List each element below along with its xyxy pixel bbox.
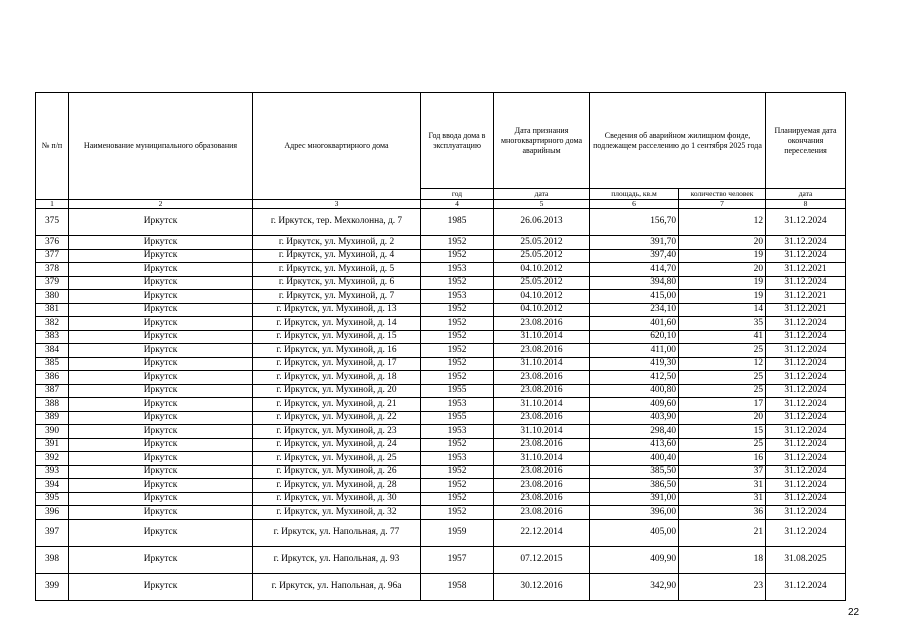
area-cell: 234,10 — [590, 303, 679, 317]
area-cell: 397,40 — [590, 249, 679, 263]
municipality-cell: Иркутск — [69, 573, 253, 600]
table-row — [36, 344, 846, 358]
table-row — [36, 479, 846, 493]
area-cell: 342,90 — [590, 573, 679, 600]
table-row — [36, 263, 846, 277]
year-cell: 1952 — [421, 479, 494, 493]
header-col-fund: Сведения об аварийном жилищном фонде, подлежащем расселению до 1 сентября 2025 года — [590, 93, 766, 189]
address-cell: г. Иркутск, ул. Мухиной, д. 24 — [253, 438, 421, 452]
column-number: 1 — [36, 200, 69, 209]
row-number: 385 — [36, 357, 69, 371]
people-count-cell: 31 — [679, 479, 766, 493]
people-count-cell: 20 — [679, 411, 766, 425]
municipality-cell: Иркутск — [69, 479, 253, 493]
end-date-cell: 31.12.2024 — [766, 249, 846, 263]
end-date-cell: 31.12.2024 — [766, 573, 846, 600]
address-cell: г. Иркутск, ул. Напольная, д. 77 — [253, 519, 421, 546]
people-count-cell: 20 — [679, 236, 766, 250]
end-date-cell: 31.12.2024 — [766, 479, 846, 493]
municipality-cell: Иркутск — [69, 249, 253, 263]
municipality-cell: Иркутск — [69, 506, 253, 520]
row-number: 388 — [36, 398, 69, 412]
year-cell: 1985 — [421, 209, 494, 236]
recognition-date-cell: 23.08.2016 — [494, 344, 590, 358]
recognition-date-cell: 07.12.2015 — [494, 546, 590, 573]
end-date-cell: 31.12.2024 — [766, 438, 846, 452]
header-col-number: № п/п — [36, 93, 69, 200]
area-cell: 411,00 — [590, 344, 679, 358]
address-cell: г. Иркутск, ул. Мухиной, д. 13 — [253, 303, 421, 317]
address-cell: г. Иркутск, ул. Мухиной, д. 26 — [253, 465, 421, 479]
area-cell: 413,60 — [590, 438, 679, 452]
end-date-cell: 31.12.2024 — [766, 371, 846, 385]
people-count-cell: 15 — [679, 425, 766, 439]
recognition-date-cell: 25.05.2012 — [494, 236, 590, 250]
recognition-date-cell: 04.10.2012 — [494, 290, 590, 304]
year-cell: 1952 — [421, 236, 494, 250]
header-col-year: Год ввода дома в эксплуатацию — [421, 93, 494, 189]
header-col-end: Планируемая дата окончания переселения — [766, 93, 846, 189]
table-row — [36, 573, 846, 600]
column-number: 3 — [253, 200, 421, 209]
end-date-cell: 31.12.2024 — [766, 357, 846, 371]
recognition-date-cell: 30.12.2016 — [494, 573, 590, 600]
address-cell: г. Иркутск, ул. Напольная, д. 93 — [253, 546, 421, 573]
year-cell: 1952 — [421, 371, 494, 385]
row-number: 386 — [36, 371, 69, 385]
area-cell: 298,40 — [590, 425, 679, 439]
year-cell: 1953 — [421, 290, 494, 304]
area-cell: 396,00 — [590, 506, 679, 520]
recognition-date-cell: 23.08.2016 — [494, 411, 590, 425]
row-number: 375 — [36, 209, 69, 236]
table-row — [36, 330, 846, 344]
subheader-people: количество человек — [679, 189, 766, 200]
table-row — [36, 452, 846, 466]
table-row — [36, 371, 846, 385]
row-number: 382 — [36, 317, 69, 331]
year-cell: 1952 — [421, 465, 494, 479]
row-number: 392 — [36, 452, 69, 466]
area-cell: 394,80 — [590, 276, 679, 290]
table-row — [36, 209, 846, 236]
people-count-cell: 16 — [679, 452, 766, 466]
address-cell: г. Иркутск, ул. Мухиной, д. 16 — [253, 344, 421, 358]
column-number-row — [36, 200, 846, 209]
column-number: 2 — [69, 200, 253, 209]
address-cell: г. Иркутск, ул. Мухиной, д. 5 — [253, 263, 421, 277]
column-number: 6 — [590, 200, 679, 209]
end-date-cell: 31.12.2024 — [766, 452, 846, 466]
address-cell: г. Иркутск, ул. Мухиной, д. 22 — [253, 411, 421, 425]
end-date-cell: 31.12.2024 — [766, 384, 846, 398]
people-count-cell: 12 — [679, 209, 766, 236]
municipality-cell: Иркутск — [69, 344, 253, 358]
area-cell: 386,50 — [590, 479, 679, 493]
year-cell: 1957 — [421, 546, 494, 573]
area-cell: 620,10 — [590, 330, 679, 344]
area-cell: 409,60 — [590, 398, 679, 412]
municipality-cell: Иркутск — [69, 465, 253, 479]
end-date-cell: 31.12.2024 — [766, 317, 846, 331]
end-date-cell: 31.12.2024 — [766, 519, 846, 546]
column-number: 8 — [766, 200, 846, 209]
year-cell: 1953 — [421, 398, 494, 412]
address-cell: г. Иркутск, тер. Мехколонна, д. 7 — [253, 209, 421, 236]
municipality-cell: Иркутск — [69, 411, 253, 425]
area-cell: 403,90 — [590, 411, 679, 425]
people-count-cell: 14 — [679, 303, 766, 317]
area-cell: 400,40 — [590, 452, 679, 466]
recognition-date-cell: 23.08.2016 — [494, 465, 590, 479]
subheader-end: дата — [766, 189, 846, 200]
table-row — [36, 465, 846, 479]
municipality-cell: Иркутск — [69, 290, 253, 304]
end-date-cell: 31.12.2021 — [766, 263, 846, 277]
people-count-cell: 35 — [679, 317, 766, 331]
table-row — [36, 317, 846, 331]
recognition-date-cell: 31.10.2014 — [494, 452, 590, 466]
end-date-cell: 31.08.2025 — [766, 546, 846, 573]
municipality-cell: Иркутск — [69, 452, 253, 466]
area-cell: 391,00 — [590, 492, 679, 506]
row-number: 384 — [36, 344, 69, 358]
municipality-cell: Иркутск — [69, 371, 253, 385]
municipality-cell: Иркутск — [69, 438, 253, 452]
people-count-cell: 31 — [679, 492, 766, 506]
area-cell: 415,00 — [590, 290, 679, 304]
row-number: 383 — [36, 330, 69, 344]
address-cell: г. Иркутск, ул. Мухиной, д. 2 — [253, 236, 421, 250]
table-row — [36, 398, 846, 412]
people-count-cell: 25 — [679, 438, 766, 452]
recognition-date-cell: 23.08.2016 — [494, 492, 590, 506]
area-cell: 400,80 — [590, 384, 679, 398]
municipality-cell: Иркутск — [69, 317, 253, 331]
people-count-cell: 12 — [679, 357, 766, 371]
header-col-date: Дата признания многоквартирного дома аварийным — [494, 93, 590, 189]
row-number: 391 — [36, 438, 69, 452]
subheader-area: площадь, кв.м — [590, 189, 679, 200]
header-row — [36, 93, 846, 189]
recognition-date-cell: 23.08.2016 — [494, 438, 590, 452]
row-number: 390 — [36, 425, 69, 439]
people-count-cell: 18 — [679, 546, 766, 573]
address-cell: г. Иркутск, ул. Напольная, д. 96а — [253, 573, 421, 600]
recognition-date-cell: 31.10.2014 — [494, 330, 590, 344]
area-cell: 409,90 — [590, 546, 679, 573]
people-count-cell: 25 — [679, 384, 766, 398]
row-number: 379 — [36, 276, 69, 290]
people-count-cell: 21 — [679, 519, 766, 546]
year-cell: 1952 — [421, 357, 494, 371]
row-number: 394 — [36, 479, 69, 493]
year-cell: 1952 — [421, 438, 494, 452]
recognition-date-cell: 31.10.2014 — [494, 425, 590, 439]
table-row — [36, 519, 846, 546]
municipality-cell: Иркутск — [69, 330, 253, 344]
municipality-cell: Иркутск — [69, 303, 253, 317]
municipality-cell: Иркутск — [69, 357, 253, 371]
year-cell: 1955 — [421, 411, 494, 425]
people-count-cell: 20 — [679, 263, 766, 277]
recognition-date-cell: 26.06.2013 — [494, 209, 590, 236]
address-cell: г. Иркутск, ул. Мухиной, д. 17 — [253, 357, 421, 371]
address-cell: г. Иркутск, ул. Мухиной, д. 25 — [253, 452, 421, 466]
year-cell: 1959 — [421, 519, 494, 546]
table-row — [36, 276, 846, 290]
row-number: 387 — [36, 384, 69, 398]
area-cell: 419,30 — [590, 357, 679, 371]
area-cell: 385,50 — [590, 465, 679, 479]
end-date-cell: 31.12.2024 — [766, 276, 846, 290]
year-cell: 1953 — [421, 452, 494, 466]
municipality-cell: Иркутск — [69, 492, 253, 506]
address-cell: г. Иркутск, ул. Мухиной, д. 15 — [253, 330, 421, 344]
end-date-cell: 31.12.2024 — [766, 492, 846, 506]
year-cell: 1958 — [421, 573, 494, 600]
people-count-cell: 19 — [679, 249, 766, 263]
end-date-cell: 31.12.2021 — [766, 290, 846, 304]
people-count-cell: 41 — [679, 330, 766, 344]
year-cell: 1952 — [421, 492, 494, 506]
recognition-date-cell: 23.08.2016 — [494, 371, 590, 385]
end-date-cell: 31.12.2024 — [766, 209, 846, 236]
subheader-date: дата — [494, 189, 590, 200]
recognition-date-cell: 31.10.2014 — [494, 398, 590, 412]
column-number: 7 — [679, 200, 766, 209]
table-row — [36, 546, 846, 573]
row-number: 396 — [36, 506, 69, 520]
year-cell: 1952 — [421, 330, 494, 344]
year-cell: 1952 — [421, 303, 494, 317]
row-number: 399 — [36, 573, 69, 600]
year-cell: 1952 — [421, 317, 494, 331]
end-date-cell: 31.12.2021 — [766, 303, 846, 317]
people-count-cell: 17 — [679, 398, 766, 412]
municipality-cell: Иркутск — [69, 546, 253, 573]
row-number: 398 — [36, 546, 69, 573]
table-row — [36, 303, 846, 317]
table-row — [36, 384, 846, 398]
table-row — [36, 236, 846, 250]
municipality-cell: Иркутск — [69, 398, 253, 412]
recognition-date-cell: 31.10.2014 — [494, 357, 590, 371]
address-cell: г. Иркутск, ул. Мухиной, д. 28 — [253, 479, 421, 493]
address-cell: г. Иркутск, ул. Мухиной, д. 20 — [253, 384, 421, 398]
table-row — [36, 290, 846, 304]
area-cell: 414,70 — [590, 263, 679, 277]
address-cell: г. Иркутск, ул. Мухиной, д. 6 — [253, 276, 421, 290]
year-cell: 1952 — [421, 506, 494, 520]
end-date-cell: 31.12.2024 — [766, 465, 846, 479]
row-number: 393 — [36, 465, 69, 479]
address-cell: г. Иркутск, ул. Мухиной, д. 21 — [253, 398, 421, 412]
recognition-date-cell: 22.12.2014 — [494, 519, 590, 546]
housing-table — [35, 92, 846, 601]
recognition-date-cell: 25.05.2012 — [494, 276, 590, 290]
header-col-address: Адрес многоквартирного дома — [253, 93, 421, 200]
address-cell: г. Иркутск, ул. Мухиной, д. 14 — [253, 317, 421, 331]
table-row — [36, 506, 846, 520]
year-cell: 1952 — [421, 249, 494, 263]
column-number: 5 — [494, 200, 590, 209]
municipality-cell: Иркутск — [69, 276, 253, 290]
people-count-cell: 36 — [679, 506, 766, 520]
municipality-cell: Иркутск — [69, 384, 253, 398]
municipality-cell: Иркутск — [69, 425, 253, 439]
row-number: 381 — [36, 303, 69, 317]
page-number: 22 — [848, 607, 860, 618]
table-row — [36, 492, 846, 506]
row-number: 378 — [36, 263, 69, 277]
table-row — [36, 425, 846, 439]
table-row — [36, 438, 846, 452]
end-date-cell: 31.12.2024 — [766, 506, 846, 520]
row-number: 377 — [36, 249, 69, 263]
table-row — [36, 411, 846, 425]
area-cell: 412,50 — [590, 371, 679, 385]
header-col-municipality: Наименование муниципального образования — [69, 93, 253, 200]
end-date-cell: 31.12.2024 — [766, 344, 846, 358]
end-date-cell: 31.12.2024 — [766, 236, 846, 250]
recognition-date-cell: 23.08.2016 — [494, 506, 590, 520]
recognition-date-cell: 23.08.2016 — [494, 317, 590, 331]
end-date-cell: 31.12.2024 — [766, 398, 846, 412]
table-row — [36, 357, 846, 371]
area-cell: 391,70 — [590, 236, 679, 250]
recognition-date-cell: 04.10.2012 — [494, 303, 590, 317]
recognition-date-cell: 04.10.2012 — [494, 263, 590, 277]
municipality-cell: Иркутск — [69, 236, 253, 250]
row-number: 395 — [36, 492, 69, 506]
row-number: 376 — [36, 236, 69, 250]
people-count-cell: 37 — [679, 465, 766, 479]
address-cell: г. Иркутск, ул. Мухиной, д. 7 — [253, 290, 421, 304]
row-number: 380 — [36, 290, 69, 304]
municipality-cell: Иркутск — [69, 209, 253, 236]
address-cell: г. Иркутск, ул. Мухиной, д. 18 — [253, 371, 421, 385]
people-count-cell: 19 — [679, 290, 766, 304]
address-cell: г. Иркутск, ул. Мухиной, д. 23 — [253, 425, 421, 439]
people-count-cell: 25 — [679, 344, 766, 358]
table-row — [36, 249, 846, 263]
recognition-date-cell: 25.05.2012 — [494, 249, 590, 263]
end-date-cell: 31.12.2024 — [766, 411, 846, 425]
people-count-cell: 23 — [679, 573, 766, 600]
municipality-cell: Иркутск — [69, 263, 253, 277]
end-date-cell: 31.12.2024 — [766, 330, 846, 344]
year-cell: 1953 — [421, 425, 494, 439]
row-number: 389 — [36, 411, 69, 425]
address-cell: г. Иркутск, ул. Мухиной, д. 32 — [253, 506, 421, 520]
address-cell: г. Иркутск, ул. Мухиной, д. 4 — [253, 249, 421, 263]
area-cell: 401,60 — [590, 317, 679, 331]
area-cell: 156,70 — [590, 209, 679, 236]
row-number: 397 — [36, 519, 69, 546]
year-cell: 1953 — [421, 263, 494, 277]
recognition-date-cell: 23.08.2016 — [494, 384, 590, 398]
people-count-cell: 19 — [679, 276, 766, 290]
address-cell: г. Иркутск, ул. Мухиной, д. 30 — [253, 492, 421, 506]
year-cell: 1952 — [421, 276, 494, 290]
year-cell: 1952 — [421, 344, 494, 358]
municipality-cell: Иркутск — [69, 519, 253, 546]
area-cell: 405,00 — [590, 519, 679, 546]
end-date-cell: 31.12.2024 — [766, 425, 846, 439]
recognition-date-cell: 23.08.2016 — [494, 479, 590, 493]
year-cell: 1955 — [421, 384, 494, 398]
people-count-cell: 25 — [679, 371, 766, 385]
column-number: 4 — [421, 200, 494, 209]
subheader-year: год — [421, 189, 494, 200]
